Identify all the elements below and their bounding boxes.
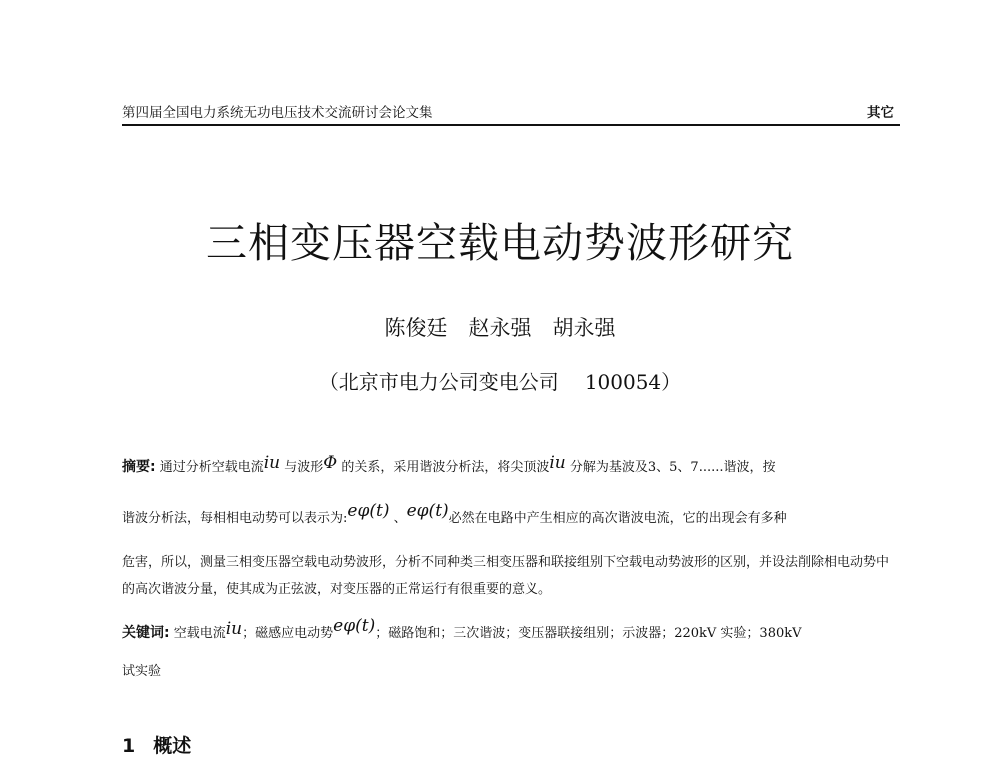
abstract-text: 分解为基波及3、5、7......谐波，按 [565,460,776,475]
abstract-body: 危害，所以，测量三相变压器空载电动势波形，分析不同种类三相变压器和联接组别下空载电动势波形的区别，并设法削除相电动势中的高次谐波分量，使其成为正弦波，对变压器的正常运行有很重要的意义。 [122,555,890,597]
keywords-text: ；磁感应电动势 [242,626,334,641]
math-symbol: iu [549,453,566,473]
abstract-text: 的关系，采用谐波分析法，将尖顶波 [337,460,550,475]
math-symbol: eφ(t) [333,616,376,636]
section-number: 1 [122,735,136,757]
keywords-label: 关键词: [122,625,170,641]
affiliation [0,366,1000,395]
math-symbol: eφ(t) [347,501,390,521]
authors: 陈俊廷 赵永强 胡永强 [384,316,616,340]
math-symbol: eφ(t) [406,501,449,521]
paper-title: 三相变压器空载电动势波形研究 [206,219,794,267]
abstract-line-1 [122,453,897,478]
abstract-label: 摘要: [122,459,156,475]
keywords [122,616,897,644]
postal-code: 100054） [584,370,682,394]
abstract-text: 与波形 [280,460,324,475]
math-symbol: iu [225,619,243,639]
abstract-text: 谐波分析法，每相相电动势可以表示为: [122,511,348,526]
abstract-text: 、 [389,511,407,526]
proceedings-title: 第四届全国电力系统无功电压技术交流研讨会论文集 [122,105,433,121]
abstract-line-2 [122,501,897,529]
math-symbol: iu [263,453,281,473]
affiliation-org: （北京市电力公司变电公司 [318,370,559,394]
section-heading [122,731,191,758]
section-title: 概述 [153,735,192,757]
abstract-text: 通过分析空载电流 [155,460,264,475]
keywords-text: ；磁路饱和；三次谐波；变压器联接组别；示波器；220kV 实验；380kV [375,626,802,641]
abstract-text: 必然在电路中产生相应的高次谐波电流，它的出现会有多种 [448,511,787,526]
keywords-text: 空载电流 [169,626,226,641]
running-header [122,98,900,126]
section-category: 其它 [867,105,894,121]
keywords-continued: 试实验 [122,664,162,679]
math-symbol: Φ [323,453,338,473]
